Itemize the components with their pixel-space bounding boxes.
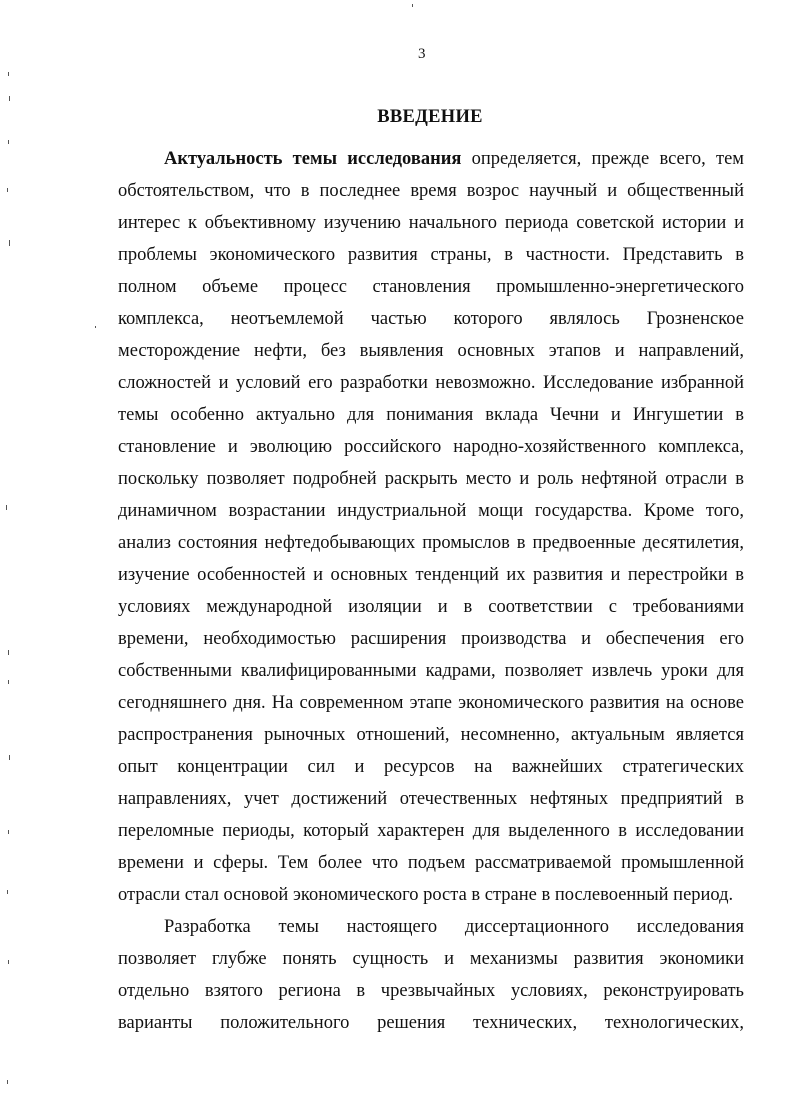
scan-speck	[7, 1080, 8, 1084]
paragraph-line: опыт концентрации сил и ресурсов на важнейших стратегических	[118, 757, 744, 777]
paragraph-line: отрасли стал основой экономического роста в стране в послевоенный период.	[118, 885, 734, 905]
paragraph-line: переломные периоды, который характерен для выделенного в исследовании	[118, 821, 744, 841]
paragraph-line: обстоятельством, что в последнее время возрос научный и общественный	[118, 181, 744, 201]
paragraph-line: месторождение нефти, без выявления основных этапов и направлений,	[118, 341, 744, 361]
scan-speck	[8, 140, 9, 144]
scan-speck	[9, 240, 10, 246]
paragraph-line: динамичном возрастании индустриальной мощи государства. Кроме того,	[118, 501, 744, 521]
paragraph-line: направлениях, учет достижений отечественных нефтяных предприятий в	[118, 789, 744, 809]
paragraph-line: сложностей и условий его разработки невозможно. Исследование избранной	[118, 373, 744, 393]
paragraph-line: собственными квалифицированными кадрами, позволяет извлечь уроки для	[118, 661, 744, 681]
paragraph-line: темы особенно актуально для понимания вклада Чечни и Ингушетии в	[118, 405, 744, 425]
page-number: 3	[418, 46, 426, 62]
paragraph-line: проблемы экономического развития страны, в частности. Представить в	[118, 245, 744, 265]
paragraph-line: позволяет глубже понять сущность и механизмы развития экономики	[118, 949, 744, 969]
section-heading: ВВЕДЕНИЕ	[377, 107, 483, 127]
scan-speck	[8, 72, 9, 76]
paragraph-line: отдельно взятого региона в чрезвычайных условиях, реконструировать	[118, 981, 744, 1001]
paragraph-line: времени, необходимостью расширения производства и обеспечения его	[118, 629, 744, 649]
paragraph-line: анализ состояния нефтедобывающих промыслов в предвоенные десятилетия,	[118, 533, 744, 553]
paragraph-line: поскольку позволяет подробней раскрыть место и роль нефтяной отрасли в	[118, 469, 744, 489]
paragraph-line: изучение особенностей и основных тенденций их развития и перестройки в	[118, 565, 744, 585]
scan-speck	[8, 830, 9, 834]
scan-speck	[7, 890, 8, 894]
scan-speck	[7, 188, 8, 192]
paragraph-line	[164, 148, 744, 170]
scan-speck	[9, 755, 10, 760]
paragraph-line: времени и сферы. Тем более что подъем рассматриваемой промышленной	[118, 853, 744, 873]
paragraph-line: Разработка темы настоящего диссертационного исследования	[164, 917, 744, 937]
scan-speck	[9, 96, 10, 101]
paragraph-line: условиях международной изоляции и в соответствии с требованиями	[118, 597, 744, 617]
scan-speck	[8, 960, 9, 964]
paragraph-line: комплекса, неотъемлемой частью которого являлось Грозненское	[118, 309, 744, 329]
scan-speck	[412, 4, 413, 7]
paragraph-line: полном объеме процесс становления промышленно-энергетического	[118, 277, 744, 297]
scan-speck	[95, 326, 96, 328]
paragraph-line: варианты положительного решения технических, технологических,	[118, 1013, 744, 1033]
line-text: определяется, прежде всего, тем	[461, 149, 745, 169]
scan-speck	[8, 680, 9, 684]
paragraph-line: распространения рыночных отношений, несомненно, актуальным является	[118, 725, 744, 745]
scan-speck	[6, 505, 7, 510]
scan-speck	[8, 650, 9, 655]
paragraph-line: становление и эволюцию российского народно-хозяйственного комплекса,	[118, 437, 744, 457]
paragraph-line: сегодняшнего дня. На современном этапе экономического развития на основе	[118, 693, 744, 713]
paragraph-line: интерес к объективному изучению начального периода советской истории и	[118, 213, 744, 233]
bold-lead-phrase: Актуальность темы исследования	[164, 149, 462, 169]
